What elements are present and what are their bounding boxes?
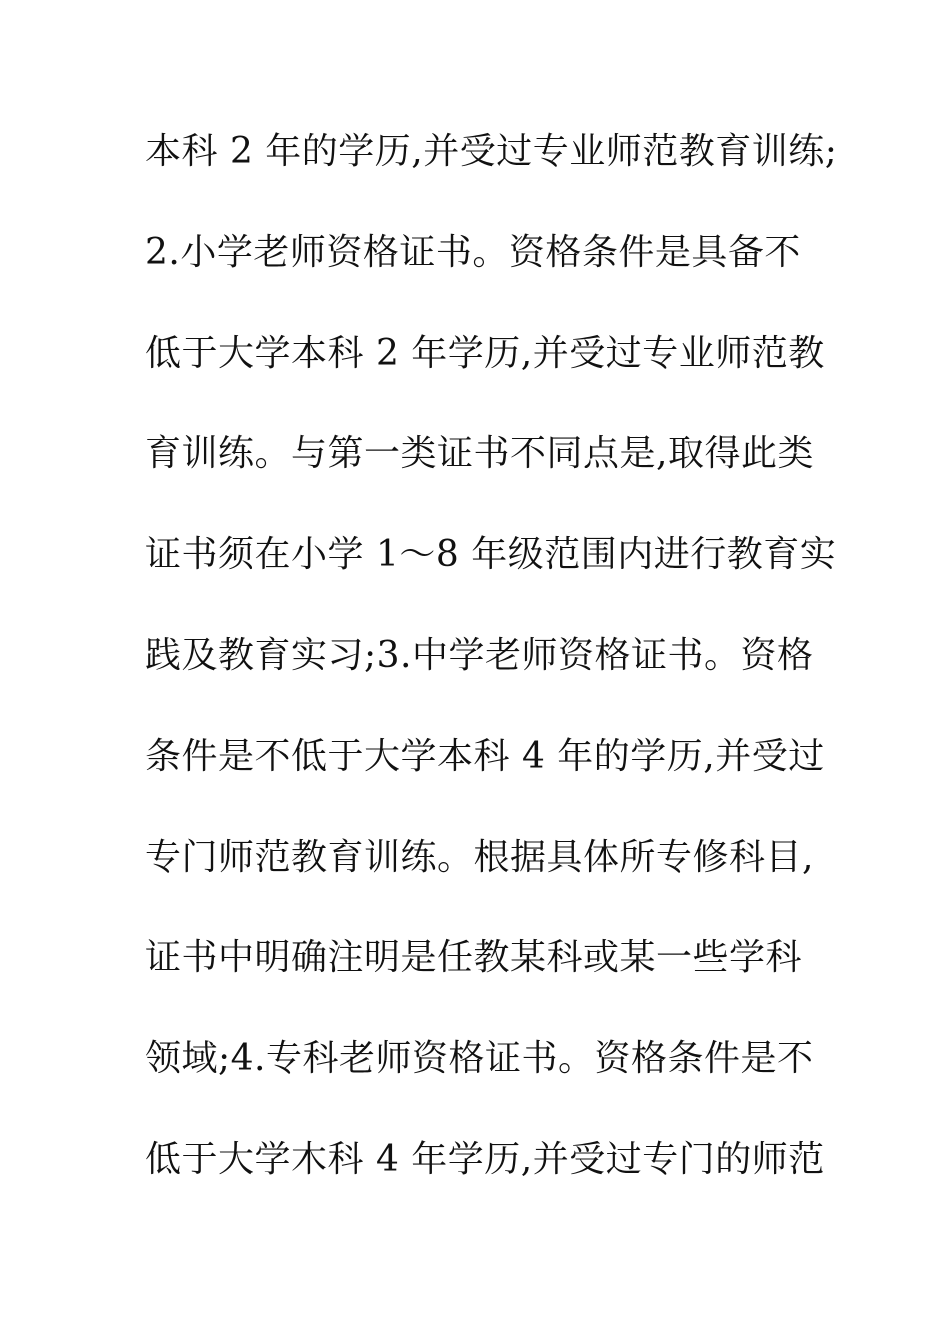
text-line: 低于大学本科 2 年学历,并受过专业师范教 — [145, 332, 825, 374]
text-line: 践及教育实习;3.中学老师资格证书。资格 — [145, 634, 814, 676]
text-line: 领域;4.专科老师资格证书。资格条件是不 — [145, 1038, 814, 1080]
text-line: 证书中明确注明是任教某科或某一些学科 — [145, 937, 803, 979]
text-line: 证书须在小学 1～8 年级范围内进行教育实 — [145, 534, 837, 576]
body-text — [145, 122, 838, 1231]
text-line: 本科 2 年的学历,并受过专业师范教育训练; — [145, 131, 838, 172]
text-line: 2.小学老师资格证书。资格条件是具备不 — [145, 231, 801, 273]
text-line: 育训练。与第一类证书不同点是,取得此类 — [145, 433, 814, 475]
text-line: 条件是不低于大学本科 4 年的学历,并受过 — [145, 735, 825, 777]
text-line: 低于大学木科 4 年学历,并受过专门的师范 — [145, 1138, 825, 1180]
text-line: 专门师范教育训练。根据具体所专修科目, — [145, 836, 814, 878]
